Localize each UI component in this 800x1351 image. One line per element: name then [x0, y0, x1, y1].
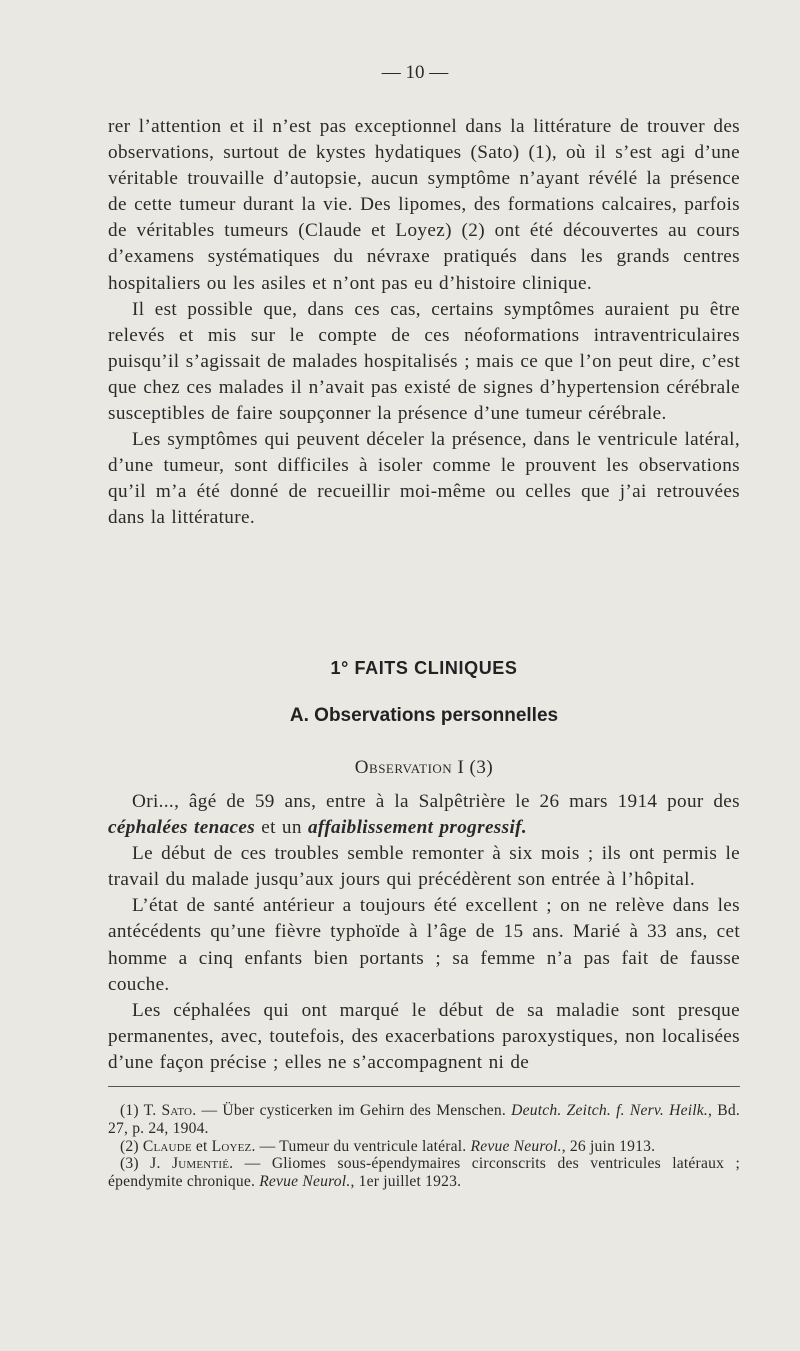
paragraph-2: Il est possible que, dans ces cas, certains symptômes auraient pu être relevés et mis sur le compte de ces néoformations intraventriculaires puisqu’il s’agissait de malades hospitalisés ; mais ce que l’on peut dire, c’est que chez ces malades il n’avait pas existé de signes d’hypertension cérébrale susceptibles de faire soupçonner la présence d’une tumeur cérébrale.	[108, 298, 740, 425]
observation-word: Observation	[354, 757, 453, 778]
obs-paragraph-1	[108, 789, 740, 841]
fn3-journal: Revue Neurol.	[259, 1173, 351, 1191]
fn2-num: (2)	[120, 1137, 143, 1155]
obs-p1-emph-1: céphalées tenaces	[108, 817, 256, 839]
section-heading-observations: A. Observations personnelles	[289, 705, 559, 726]
observation-text	[108, 789, 740, 1076]
fn3-title: . — Gliomes sous-épendymaires circonscrits des ventricules latéraux ; épendymite chronique.	[108, 1155, 740, 1191]
obs-p1-join: et un	[255, 817, 308, 839]
fn1-title: . — Über cysticerken im Gehirn des Menschen.	[192, 1102, 512, 1119]
paragraph-3: Les symptômes qui peuvent déceler la présence, dans le ventricule latéral, d’une tumeur, sont difficiles à isoler comme le prouvent les observations qu’il m’a été donné de recueillir moi-même ou celles que j’ai retrouvées dans la littérature.	[108, 429, 740, 529]
observation-title	[108, 757, 740, 779]
obs-paragraph-4: Les céphalées qui ont marqué le début de sa maladie sont presque permanentes, avec, toutefois, des exacerbations paroxystiques, non localisées d’une façon précise ; elles ne s’accompagnent ni de	[108, 999, 740, 1073]
obs-paragraph-2: Le début de ces troubles semble remonter à six mois ; ils ont permis le travail du malade jusqu’aux jours qui précédèrent son entrée à l’hôpital.	[108, 843, 740, 891]
observation-number: I (3)	[452, 757, 494, 778]
fn3-author: Jumentié	[171, 1155, 230, 1173]
paragraph-1: rer l’attention et il n’est pas exceptionnel dans la littérature de trouver des observations, surtout de kystes hydatiques (Sato) (1), où il s’est agi d’une véritable trouvaille d’autopsie, aucun symptôme n’ayant révélé la présence de cette tumeur durant la vie. Des lipomes, des formations calcaires, parfois de véritables tumeurs (Claude et Loyez) (2) ont été découvertes au cours d’examens systématiques du névraxe pratiqués dans les grands centres hospitaliers ou les asiles et n’ont pas eu d’histoire clinique.	[108, 116, 740, 294]
obs-paragraph-3: L’état de santé antérieur a toujours été excellent ; on ne relève dans les antécédents qu’une fièvre typhoïde à l’âge de 15 ans. Marié à 33 ans, cet homme a cinq enfants bien portants ; sa femme n’a pas fait de fausse couche.	[108, 895, 740, 995]
page-number: — 10 —	[381, 62, 449, 83]
fn1-num: (1) T.	[120, 1102, 162, 1119]
section-heading-faits-cliniques: 1° FAITS CLINIQUES	[330, 658, 518, 678]
fn2-ref: , 26 juin 1913.	[561, 1137, 656, 1155]
fn2-journal: Revue Neurol.	[470, 1137, 562, 1155]
fn2-author-2: Loyez	[211, 1137, 252, 1155]
fn1-author: Sato	[161, 1102, 193, 1119]
fn2-author-1: Claude	[142, 1137, 192, 1155]
fn2-title: . — Tumeur du ventricule latéral.	[251, 1137, 471, 1155]
footnote-3	[108, 1155, 740, 1191]
fn3-ref: , 1er juillet 1923.	[350, 1173, 462, 1191]
footnote-rule	[108, 1086, 740, 1087]
fn1-ref: , Bd. 27, p. 24, 1904.	[108, 1102, 740, 1137]
obs-p1-text: Ori..., âgé de 59 ans, entre à la Salpêtrière le 26 mars 1914 pour des	[132, 791, 740, 812]
obs-p1-emph-2: affaiblissement progressif.	[307, 817, 528, 839]
fn3-num: (3) J.	[120, 1155, 172, 1173]
intro-text	[108, 114, 740, 532]
fn1-journal: Deutch. Zeitch. f. Nerv. Heilk.	[511, 1102, 709, 1119]
fn2-and: et	[191, 1137, 212, 1155]
footnote-2	[108, 1138, 740, 1156]
footnotes	[108, 1102, 740, 1191]
footnote-1	[108, 1102, 740, 1138]
